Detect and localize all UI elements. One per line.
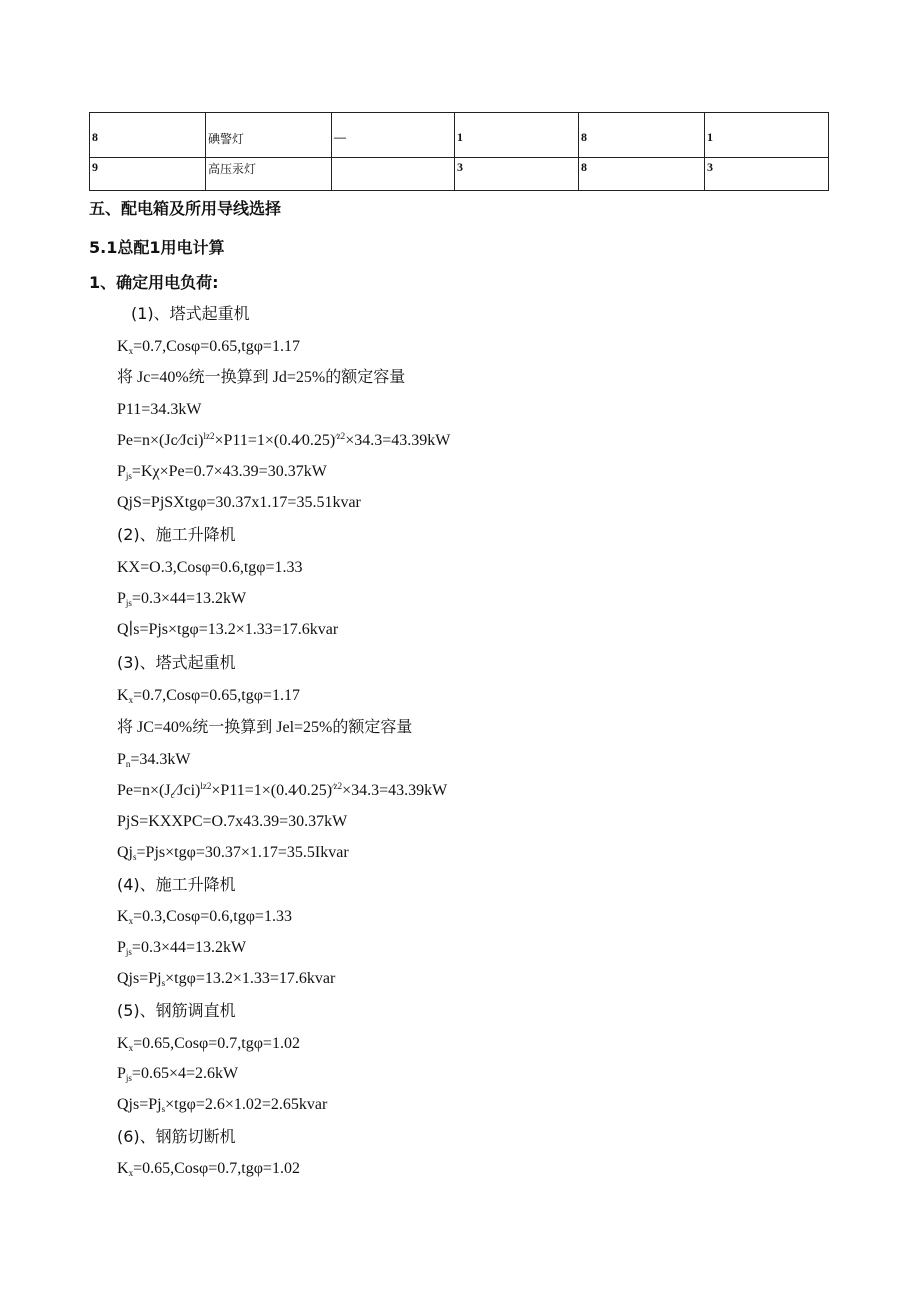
cell-c5: 8: [579, 113, 705, 158]
item-title: (6)、钢筋切断机: [117, 1127, 236, 1146]
formula-line: Pe=n×(Jc⁄Jci)$^{lz2}$×P11=1×(0.4⁄0.25)$^{∕z2}$×34.3=43.39kW: [117, 431, 451, 449]
formula-line: $P_{js}=0.3\times 44=13.2kW$: [117, 590, 247, 608]
formula-line: P11=34.3kW: [117, 401, 202, 418]
formula-line: $P_n=34.3kW$: [117, 751, 191, 769]
cell-name: 碘警灯: [206, 113, 332, 158]
item-title: (4)、施工升降机: [117, 875, 236, 894]
formula-line: $Qjs=Pj_s\times tg\varphi=2.6\times 1.02=2.65kvar$: [117, 1096, 328, 1114]
formula-line: QjS=PjSXtgφ=30.37x1.17=35.51kvar: [117, 494, 361, 511]
formula-line: 将 Jc=40%统一换算到 Jd=25%的额定容量: [117, 369, 406, 386]
formula-line: $K_x=0.65,Cos\varphi=0.7,tg\varphi=1.02$: [117, 1160, 300, 1178]
formula-line: $K_x=0.65,Cos\varphi=0.7,tg\varphi=1.02$: [117, 1035, 300, 1053]
step-heading: 1、确定用电负荷:: [89, 273, 219, 292]
formula-line: $K_x=0.3,Cos\varphi=0.6,tg\varphi=1.33$: [117, 908, 292, 926]
section-heading: 五、配电箱及所用导线选择: [89, 199, 282, 218]
formula-line: $P_{js}=0.65\times 4=2.6kW$: [117, 1065, 239, 1083]
formula-line: $Qjs=Pj_s\times tg\varphi=13.2\times 1.33=17.6kvar$: [117, 970, 336, 988]
load-table: [89, 112, 829, 191]
formula-line: $Pe=n\times(J_c⁄Jci)^{lz2}\times P11=1\times(0.4⁄0.25)^{∕z2}\times 34.3=43.39kW$: [117, 781, 448, 800]
table-row: [90, 158, 829, 191]
subsection-heading: 5.1总配1用电计算: [89, 238, 225, 257]
cell-c5: 8: [579, 158, 705, 191]
formula-line: KX=O.3,Cosφ=0.6,tgφ=1.33: [117, 559, 303, 576]
formula-line: $P_{js}=K\chi\times Pe=0.7\times 43.39=30.37kW$: [117, 463, 327, 481]
cell-name: 高压汞灯: [206, 158, 332, 191]
cell-c4: 1: [455, 113, 579, 158]
cell-no: 9: [90, 158, 206, 191]
formula-line: $K_x=0.7,Cos\varphi=0.65,tg\varphi=1.17$: [117, 687, 300, 705]
cell-c6: 1: [705, 113, 829, 158]
formula-line: PjS=KXXPC=O.7x43.39=30.37kW: [117, 813, 348, 830]
table-row: [90, 113, 829, 158]
item-title: (5)、钢筋调直机: [117, 1001, 236, 1020]
cell-c3: —: [332, 113, 455, 158]
item-title: (2)、施工升降机: [117, 525, 236, 544]
formula-line: $Qj_s=Pjs\times tg\varphi=30.37\times 1.17=35.5Ikvar$: [117, 844, 349, 862]
cell-no: 8: [90, 113, 206, 158]
cell-c6: 3: [705, 158, 829, 191]
item-title: (3)、塔式起重机: [117, 653, 236, 672]
item-title: (1)、塔式起重机: [131, 304, 250, 323]
cell-c4: 3: [455, 158, 579, 191]
formula-line: 将 JC=40%统一换算到 Jel=25%的额定容量: [117, 719, 413, 736]
formula-line: Q∣s=Pjs×tgφ=13.2×1.33=17.6kvar: [117, 621, 339, 638]
formula-line: $K_x=0.7,Cos\varphi=0.65,tg\varphi=1.17$: [117, 338, 300, 356]
cell-c3: [332, 158, 455, 191]
formula-line: $P_{js}=0.3\times 44=13.2kW$: [117, 939, 247, 957]
